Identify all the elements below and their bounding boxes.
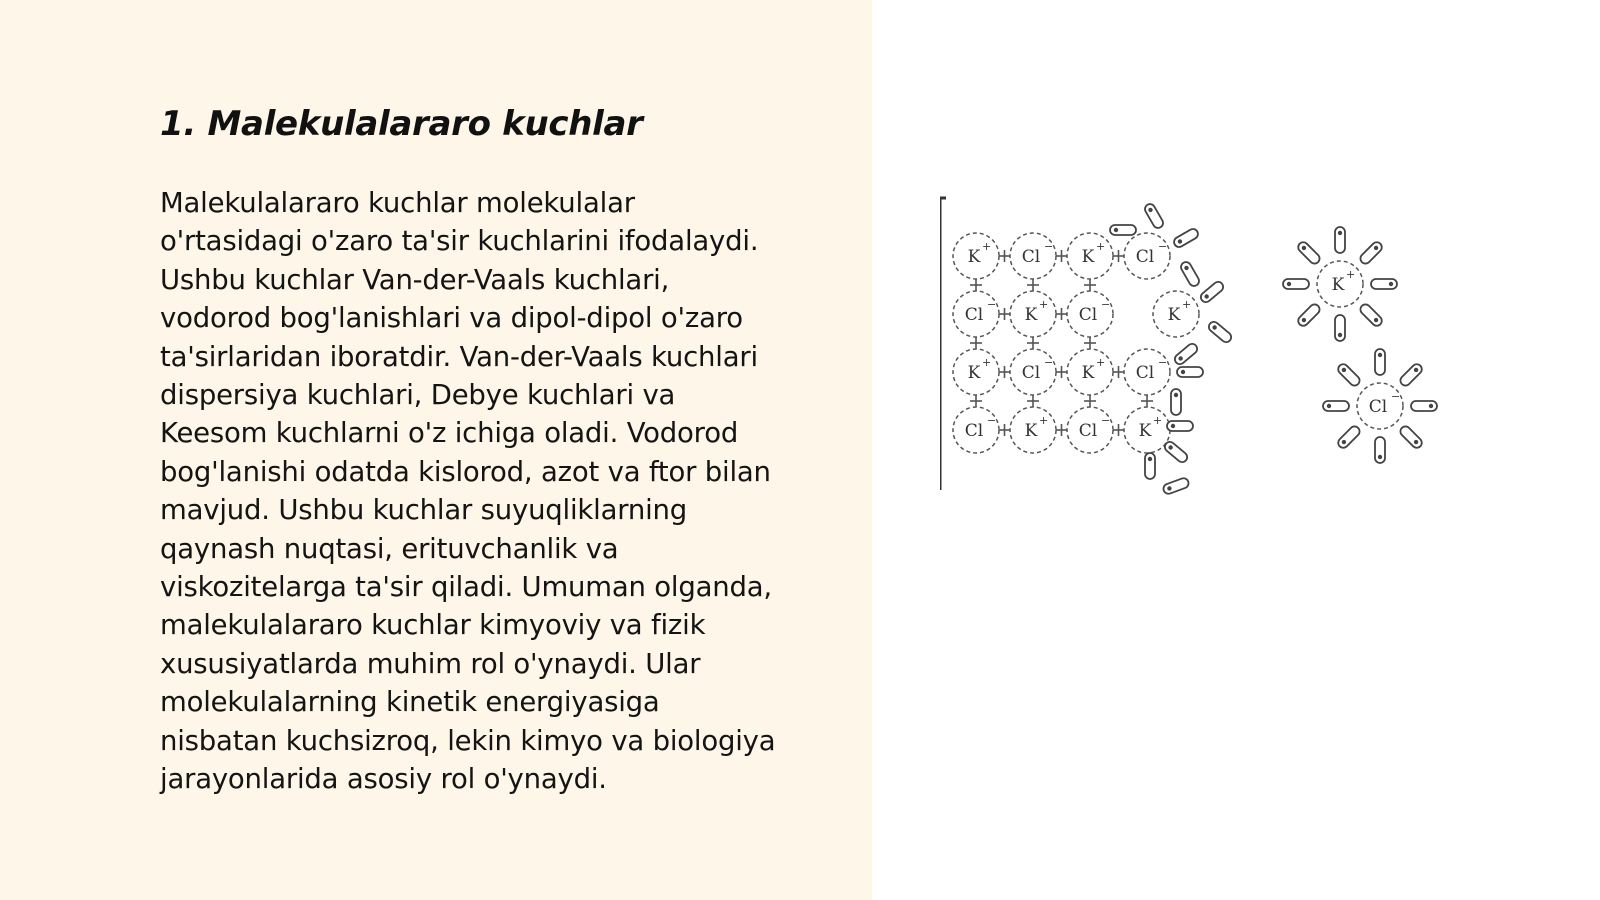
- water-dipole-body: [1296, 302, 1321, 327]
- hydrated-ion-charge: +: [1346, 268, 1356, 281]
- water-dipole-pole: [1378, 353, 1382, 357]
- body-line: Malekulalararo kuchlar molekulalar: [160, 187, 635, 219]
- lattice-ion-charge: +: [1039, 414, 1049, 427]
- water-dipole: [1398, 362, 1423, 387]
- water-dipole-body: [1179, 260, 1201, 288]
- lattice-ion-charge: −: [1101, 414, 1111, 427]
- lattice-ion-charge: −: [1044, 356, 1054, 369]
- water-dipole-body: [1199, 280, 1225, 304]
- water-dipole: [1162, 477, 1190, 495]
- body-line: malekulalararo kuchlar kimyoviy va fizik: [160, 609, 706, 642]
- lattice-ion-label: K: [967, 363, 981, 383]
- water-dipole: [1336, 362, 1361, 387]
- lattice-ion-charge: −: [1101, 298, 1111, 311]
- kcl-dissolution-svg: [940, 196, 1460, 506]
- lattice-ion-charge: +: [1182, 298, 1192, 311]
- lattice-ion-charge: −: [987, 414, 997, 427]
- water-dipole: [1296, 240, 1321, 265]
- water-dipole-pole: [1389, 282, 1393, 286]
- water-dipole-body: [1336, 362, 1361, 387]
- water-dipole: [1173, 342, 1199, 366]
- hydrated-ion-label: K: [1331, 275, 1345, 295]
- water-dipole: [1177, 367, 1203, 377]
- body-line: jarayonlarida asosiy rol o'ynaydi.: [160, 763, 607, 796]
- lattice-ion-label: K: [1081, 363, 1095, 383]
- body-line: nisbatan kuchsizroq, lekin kimyo va biologiya: [160, 724, 776, 757]
- water-dipole: [1207, 320, 1233, 344]
- lattice-ion-label: K: [1024, 305, 1038, 325]
- lattice-ion-label: Cl: [1135, 363, 1155, 383]
- lattice-ion-label: K: [1081, 247, 1095, 267]
- lattice-ion-label: K: [1138, 421, 1152, 441]
- water-dipole: [1375, 349, 1385, 375]
- water-dipole-pole: [1287, 282, 1291, 286]
- water-dipole: [1167, 421, 1193, 431]
- body-line: Keesom kuchlarni o'z ichiga oladi. Vodorod: [160, 417, 739, 450]
- water-dipole-pole: [1338, 333, 1342, 337]
- water-dipole: [1335, 227, 1345, 253]
- lattice-ion-charge: +: [1153, 414, 1163, 427]
- water-dipole: [1283, 279, 1309, 289]
- body-line: bog'lanishi odatda kislorod, azot va ftor bilan: [160, 455, 771, 488]
- hydrated-ion-label: Cl: [1368, 397, 1388, 417]
- lattice-ion-charge: −: [1158, 240, 1168, 253]
- water-dipole-body: [1163, 440, 1189, 464]
- water-dipole: [1171, 389, 1181, 415]
- body-line: qaynash nuqtasi, erituvchanlik va: [160, 532, 619, 565]
- lattice-ion-label: Cl: [1135, 247, 1155, 267]
- water-dipole: [1199, 280, 1225, 304]
- body-line: viskozitelarga ta'sir qiladi. Umuman olganda,: [160, 571, 772, 604]
- lattice-ion-label: Cl: [1021, 363, 1041, 383]
- body-line: molekulalarning kinetik energiyasiga: [160, 686, 660, 719]
- water-dipole-body: [1398, 362, 1423, 387]
- lattice-ion-charge: +: [1096, 240, 1106, 253]
- water-dipole-pole: [1114, 228, 1118, 232]
- lattice-ion-charge: −: [1158, 356, 1168, 369]
- water-dipole-body: [1162, 477, 1190, 495]
- lattice-ion-label: Cl: [1021, 247, 1041, 267]
- lattice-ion-label: K: [1167, 305, 1181, 325]
- water-dipole-pole: [1181, 370, 1185, 374]
- water-dipole: [1143, 202, 1165, 230]
- water-dipole: [1358, 302, 1383, 327]
- body-line: Ushbu kuchlar Van-der-Vaals kuchlari,: [160, 263, 670, 296]
- lattice-ion-charge: +: [1096, 356, 1106, 369]
- slide-title: 1. Malekulalararo kuchlar: [160, 104, 643, 144]
- water-dipole-body: [1143, 202, 1165, 230]
- water-dipole: [1179, 260, 1201, 288]
- body-line: xususiyatlarda muhim rol o'ynaydi. Ular: [160, 647, 701, 680]
- water-dipole-body: [1173, 342, 1199, 366]
- body-line: vodorod bog'lanishlari va dipol-dipol o'zaro: [160, 302, 743, 335]
- water-dipole: [1172, 227, 1200, 249]
- water-dipole-body: [1358, 240, 1383, 265]
- water-dipole: [1398, 424, 1423, 449]
- water-dipole-pole: [1174, 393, 1178, 397]
- water-dipole-pole: [1378, 455, 1382, 459]
- water-dipole: [1296, 302, 1321, 327]
- water-dipole-body: [1296, 240, 1321, 265]
- water-dipole: [1323, 401, 1349, 411]
- water-dipole: [1335, 315, 1345, 341]
- water-dipole-body: [1207, 320, 1233, 344]
- water-dipole-pole: [1171, 424, 1175, 428]
- body-line: mavjud. Ushbu kuchlar suyuqliklarning: [160, 494, 688, 527]
- water-dipole: [1145, 453, 1155, 479]
- water-dipole: [1411, 401, 1437, 411]
- water-dipole-pole: [1148, 457, 1152, 461]
- water-dipole-body: [1398, 424, 1423, 449]
- water-dipole-body: [1358, 302, 1383, 327]
- body-line: ta'sirlaridan iboratdir. Van-der-Vaals kuchlari: [160, 340, 758, 373]
- lattice-ion-charge: −: [1044, 240, 1054, 253]
- water-dipole: [1110, 225, 1136, 235]
- lattice-ion-charge: −: [987, 298, 997, 311]
- lattice-ion-label: Cl: [964, 421, 984, 441]
- lattice-ion-label: Cl: [1078, 305, 1098, 325]
- water-dipole: [1358, 240, 1383, 265]
- water-dipole-body: [1172, 227, 1200, 249]
- body-line: o'rtasidagi o'zaro ta'sir kuchlarini ifodalaydi.: [160, 225, 759, 258]
- water-dipole: [1371, 279, 1397, 289]
- water-dipole-pole: [1429, 404, 1433, 408]
- lattice-ion-label: K: [967, 247, 981, 267]
- lattice-ion-label: Cl: [964, 305, 984, 325]
- water-dipole: [1163, 440, 1189, 464]
- hydrated-ion-charge: −: [1391, 390, 1401, 403]
- lattice-ion-charge: +: [982, 240, 992, 253]
- water-dipole-pole: [1338, 231, 1342, 235]
- water-dipole-body: [1336, 424, 1361, 449]
- slide-body-text: [160, 184, 850, 799]
- lattice-ion-label: Cl: [1078, 421, 1098, 441]
- body-line: dispersiya kuchlari, Debye kuchlari va: [160, 379, 676, 412]
- water-dipole: [1375, 437, 1385, 463]
- lattice-ion-label: K: [1024, 421, 1038, 441]
- lattice-ion-charge: +: [1039, 298, 1049, 311]
- lattice-ion-charge: +: [982, 356, 992, 369]
- water-dipole-pole: [1327, 404, 1331, 408]
- water-dipole: [1336, 424, 1361, 449]
- kcl-dissolution-diagram: [940, 196, 1460, 506]
